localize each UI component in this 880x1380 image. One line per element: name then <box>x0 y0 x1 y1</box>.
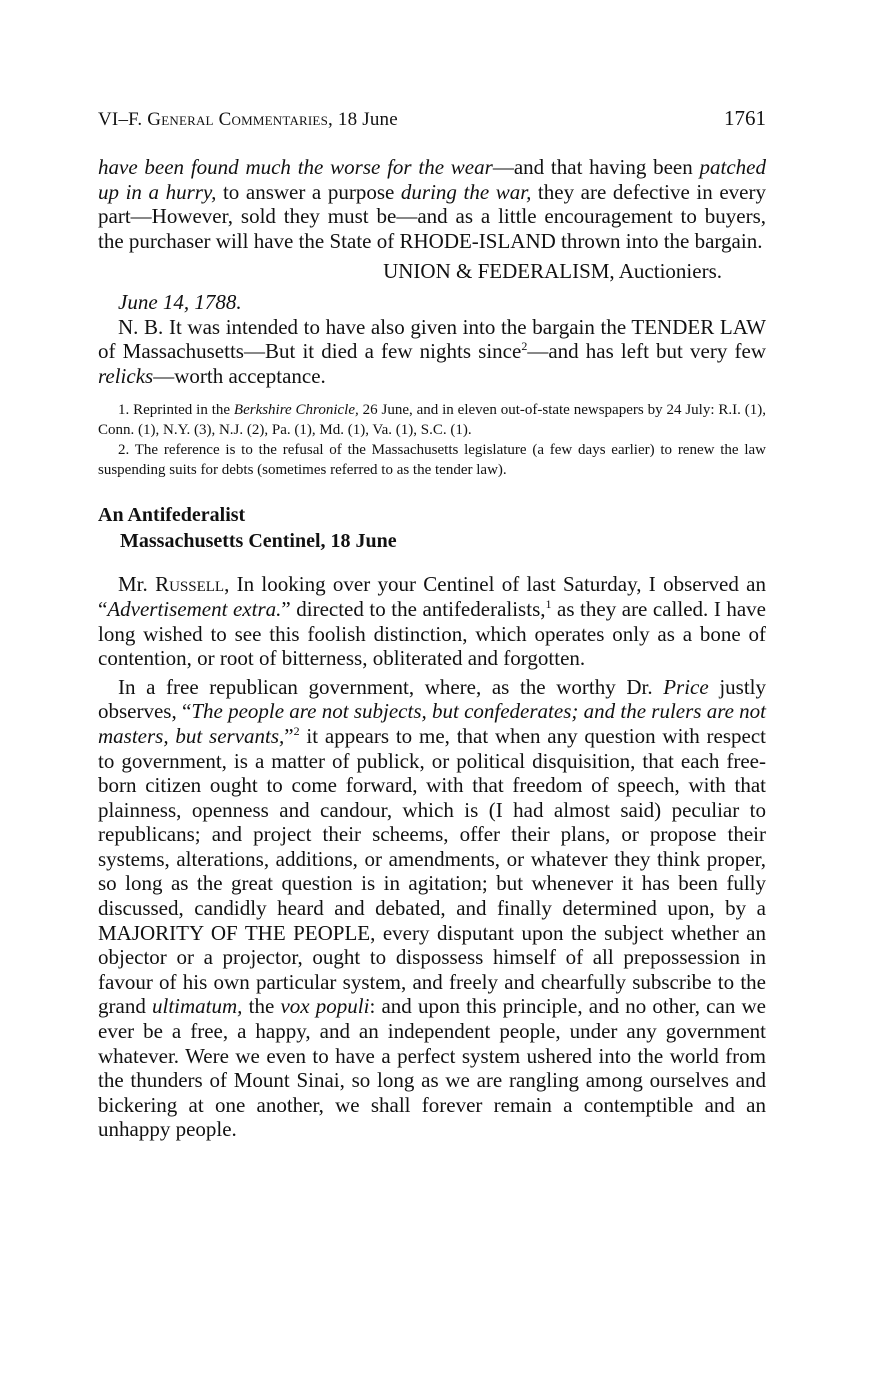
footnote-ref: 2 <box>293 723 300 738</box>
page-number: 1761 <box>724 106 766 130</box>
signature-line: UNION & FEDERALISM, Auctioniers. <box>383 259 722 284</box>
document-heading <box>98 502 766 554</box>
footnote-ref: 2 <box>521 339 528 354</box>
article-body <box>98 572 766 1142</box>
article-paragraph-1: Mr. Russell, In looking over your Centinel of last Saturday, I observed an “Advertisement extra.” directed to the antifederalists,$^1$ as they are called. I have long wished to see this foolish distinction, which operates only as a bone of contention, or root of bitterness, obliterated and forgotten. <box>98 572 766 671</box>
footnote-1: 1. Reprinted in the Berkshire Chronicle, 26 June, and in eleven out-of-state newspapers by 24 July: R.I. (1), Conn. (1), N.Y. (3), N.J. (2), Pa. (1), Md. (1), Va. (1), S.C. (1). <box>98 402 766 439</box>
continuation-paragraph: have been found much the worse for the wear—and that having been patched up in a hurry, to answer a purpose during the war, they are defective in every part—However, sold they must be—and as a little encouragement to buyers, the purchaser will have the State of RHODE-ISLAND thrown into the bargain. <box>98 155 767 253</box>
running-head: VI–F. General Commentaries, 18 June <box>98 109 398 130</box>
page-header <box>98 106 766 131</box>
dateline: June 14, 1788. <box>118 289 242 314</box>
footnote-2: 2. The reference is to the refusal of the Massachusetts legislature (a few days earlier) to renew the law suspending suits for debts (sometimes referred to as the tender law). <box>98 442 766 479</box>
document-source: Massachusetts Centinel, 18 June <box>120 530 397 553</box>
page-body <box>98 155 766 1142</box>
document-title: An Antifederalist <box>98 504 246 527</box>
nb-paragraph: N. B. It was intended to have also given into the bargain the TENDER LAW of Massachusetts—But it died a few nights since$^2$—and has left but very few relicks—worth acceptance. <box>98 314 766 388</box>
footnote-ref: 1 <box>545 596 552 611</box>
footnotes <box>98 400 766 480</box>
article-paragraph-2: In a free republican government, where, as the worthy Dr. Price justly observes, “The people are not subjects, but confederates; and the rulers are not masters, but servants,”$^2$ it appears to me, that when any question with respect to government, is a matter of publick, or political disquisition, that each free-born citizen ought to come forward, with that freedom of speech, with that plainness, openness and candour, which is (I had almost said) peculiar to republicans; and project their scheems, offer their plans, or propose their systems, alterations, additions, or amendments, or whatever they think proper, so long as the great question is in agitation; but whenever it has been fully discussed, candidly heard and debated, and finally determined upon, by a MAJORITY OF THE PEOPLE, every disputant upon the subject whether an objector or a projector, ought to dispossess himself of all prepossession in favour of his own particular system, and freely and chearfully subscribe to the grand ultimatum, the vox populi: and upon this principle, and no other, can we ever be a free, a happy, and an independent people, under any government whatever. Were we even to have a perfect system ushered into the world from the thunders of Mount Sinai, so long as we are rangling among ourselves and bickering at one another, we shall forever remain a contemptible and an unhappy people. <box>98 674 767 1142</box>
